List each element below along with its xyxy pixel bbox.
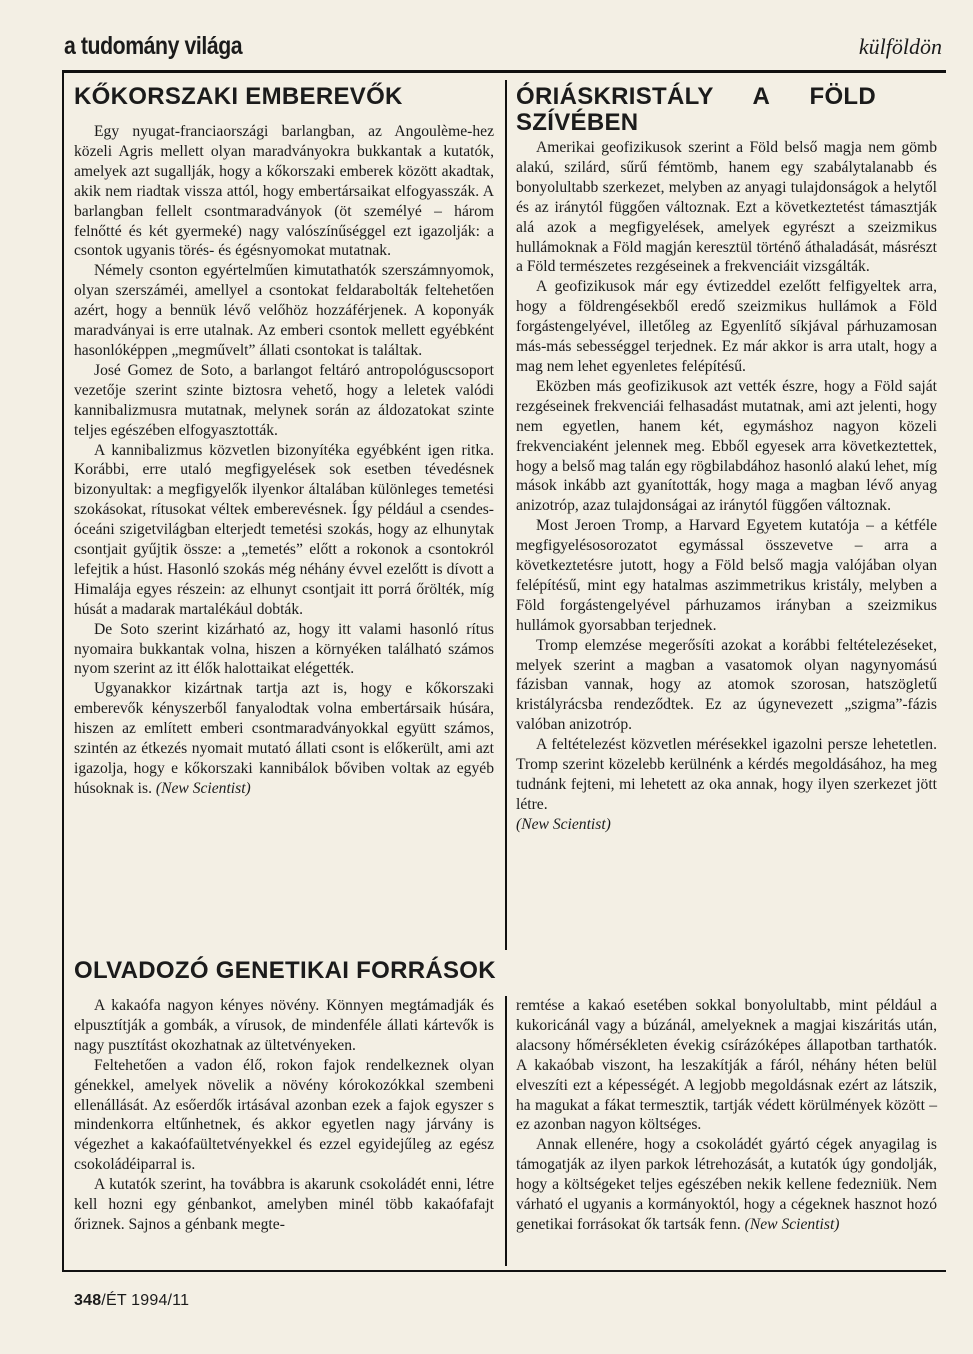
article-source: (New Scientist): [155, 779, 251, 797]
section-title: a tudomány világa: [64, 32, 243, 60]
article-paragraph: José Gomez de Soto, a barlangot feltáró antropológuscsoport vezetője szerint szinte biztosra vehető, hogy a leletek valódi kannibalizmusra mutatnak, melynek során az áldozatokat szinte teljes egészében elfogyasztották.: [74, 361, 494, 439]
issue-label: /ÉT 1994/11: [101, 1292, 190, 1309]
article-paragraph: Feltehetően a vadon élő, rokon fajok rendelkeznek olyan génekkel, amelyek növelik a növény kórokozókkal szembeni ellenállását. Az esőerdők irtásával azonban ezek a fajok egyszer s mindenkorra eltűnhetnek, és akkor egyetlen nagy járvány is végezhet a kakaófaültetvényekkel és ezzel egyidejűleg az egész csokoládéiparral is.: [74, 1056, 494, 1174]
article-source: (New Scientist): [516, 815, 611, 833]
article-paragraph: Némely csonton egyértelműen kimutathatók szerszámnyomok, olyan szerszáméi, amellyel a csontokat feldarabolták feltehetően azért, hogy a bennük lévő velőhöz hozzáférjenek. A koponyák maradványai is erre utalnak. Az emberi csontok mellett egyébként hasonlóképpen „megművelt” állati csontokat is találtak.: [74, 262, 494, 359]
article-olvadozo-headline-wrap: [74, 958, 934, 984]
article-paragraph: A kutatók szerint, ha továbbra is akarunk csokoládét enni, létre kell hozni egy génbankot, amelyben minél több kakaófafajt őriznek. Sajnos a génbank megte-: [74, 1176, 494, 1233]
article-paragraph: [516, 1135, 937, 1235]
page-footer: [74, 1292, 189, 1310]
column-divider: [505, 80, 507, 950]
page-bottom-rule: [62, 1270, 946, 1272]
article-olvadozo-left: [74, 996, 494, 1235]
article-source: (New Scientist): [744, 1215, 840, 1233]
article-paragraph: Eközben más geofizikusok azt vették észre, hogy a Föld saját rezgéseinek frekvenciái felhasadást mutatnak, ami azt jelenti, hogy nem egyetlen, hanem két, egymáshoz nagyon közeli frekvenciaként jelennek meg. Ebből egyesek arra következtettek, hogy a belső mag talán egy rögbilabdához hasonló alakú lehet, míg mások inkább azt gyanították, hogy maga a magban lévő anyag anizotróp, azaz tulajdonságai az iránytól függően változnak.: [516, 377, 937, 515]
article-paragraph: [74, 679, 494, 798]
article-paragraph-text: Annak ellenére, hogy a csokoládét gyártó cégek anyagilag is támogatják az ilyen parkok létrehozását, a kutatók úgy gondolják, hogy a költségeket teljes egészében nekik kellene fedezniük. Nem várható el ugyanis a kormányoktól, hogy a cégeknek hasznot hozó genetikai forrásokat ők tartsák fenn.: [516, 1136, 937, 1233]
article-olvadozo-right: [516, 996, 937, 1235]
article-paragraph: Egy nyugat-franciaországi barlangban, az Angoulème-hez közeli Agris mellett olyan maradványokra bukkantak a kutatók, amelyek azt sugallják, hogy a kőkorszaki emberek között akadtak, akik nem riadtak vissza attól, hogy embertársaikat elfogyasszák. A barlangban fellelt csontmaradványok (öt személyé – három felnőtté és két gyermeké) nagy valószínűséggel ezt igazolják: a csontok ugyanis törés- és égésnyomokat mutatnak.: [74, 123, 494, 260]
article-paragraph: A kannibalizmus közvetlen bizonyítéka egyébként igen ritka. Korábbi, erre utaló megfigyelések sok esetben tévedésnek bizonyultak: a megfigyelők ilyenkor általában különleges temetési szokásokat, rítusokat véltek emberevésnek. Így például a csendes-óceáni szigetvilágban elterjedt temetési szokás, hogy az elhunytak csontjait gyűjtik össze: a „temetés” előtt a rokonok a csontokról lefejtik a húst. Hasonló szokás még néhány évvel ezelőtt is dívott a Himalája egyes részein: az elhunyt csontjait itt porrá őrölték, míg húsát a madarak martalékául dobták.: [74, 441, 494, 618]
page-header: [62, 24, 946, 73]
article-headline: OLVADOZÓ GENETIKAI FORRÁSOK: [74, 957, 496, 984]
article-oriaskristaly: [516, 84, 937, 835]
article-paragraph: De Soto szerint kizárható az, hogy itt valami hasonló rítus nyomaira bukkantak volna, hiszen a környéken található számos nyom szerint az itt élők halottaikat elégették.: [74, 620, 494, 678]
article-source-line: [516, 815, 937, 835]
article-kokorszaki-emberevok: [74, 84, 494, 799]
section-label: külföldön: [858, 34, 942, 59]
article-paragraph: Most Jeroen Tromp, a Harvard Egyetem kutatója – a kétféle megfigyelésosorozatot egymással összevetve – arra a következtetésre jutott, hogy a Föld belső magja valójában olyan felépítésű, mint egy hatalmas aszimmetrikus kristály, melyben a Föld forgástengelyével párhuzamos irányban a szeizmikus hullámok gyorsabban terjednek.: [516, 517, 937, 634]
article-paragraph: remtése a kakaó esetében sokkal bonyolultabb, mint például a kukoricánál vagy a búzánál, amelyeknek a magjai kiszáritás után, alacsony hőmérsékleten évekig csírázóképes állapotban tarthatók. A kakaóbab viszont, ha leszakítják a fáról, néhány héten belül elveszíti ezt a képességét. A legjobb megoldásnak ezért az látszik, ha magukat a fákat termesztik, tartják védett körülmények között – ez azonban nagyon költséges.: [516, 997, 937, 1134]
page-left-rule: [62, 70, 64, 1270]
article-paragraph: A geofizikusok már egy évtizeddel ezelőtt felfigyeltek arra, hogy a földrengésekből eredő szeizmikus hullámok a Föld forgástengelyével, illetőleg az Egyenlítő síkjával párhuzamosan más-más sebességgel terjednek. Ez már akkor is arra utalt, hogy a mag nem lehet egyenletes felépítésű.: [516, 278, 937, 375]
article-headline: KŐKORSZAKI EMBEREVŐK: [74, 83, 403, 110]
page-number: 348: [74, 1292, 102, 1309]
article-paragraph: Amerikai geofizikusok szerint a Föld belső magja nem gömb alakú, szilárd, sűrű fémtömb, hanem egy szabálytalanabb és bonyolultabb szerkezet, melyben az anyagi tulajdonságok a helytől és az iránytól függően változnak. Ezt a következtetést támasztják alá azok a megfigyelések, amelyek egyrészt a szeizmikus hullámoknak a Föld magján keresztül történő áthaladását, másrészt a Föld természetes rezgéseinek a frekvenciáit vizsgálták.: [516, 139, 937, 276]
article-paragraph: A kakaófa nagyon kényes növény. Könnyen megtámadják és elpusztítják a gombák, a vírusok, de mindenféle állati kártevők is nagy pusztítást okozhatnak az ültetvényeken.: [74, 997, 494, 1054]
column-divider-bottom: [505, 996, 507, 1266]
article-paragraph: A feltételezést közvetlen mérésekkel igazolni persze lehetetlen. Tromp szerint közelebb kerülnénk a kérdés megoldásához, ha meg tudnánk fejteni, mi lehetett az oka annak, hogy ilyen szerkezet jött létre.: [516, 736, 937, 813]
article-headline: ÓRIÁSKRISTÁLY A FÖLD SZÍVÉBEN: [516, 83, 876, 136]
article-paragraph: Tromp elemzése megerősíti azokat a korábbi feltételezéseket, melyek szerint a magban a vasatomok olyan nagynyomású fázisban vannak, hogy az atomok szorosan, hatszögletű kristályrácsba rendeződtek. Ez az úgynevezett „szigma”-fázis valóban anizotróp.: [516, 636, 937, 734]
article-paragraph-text: Ugyanakkor kizártnak tartja azt is, hogy e kőkorszaki emberevők kényszerből fanyalodtak volna embertársaik húsára, hiszen az említett emberi csontmaradványokkal együtt számos, szintén az étkezés nyomait mutató állati csont is előkerült, ami azt igazolja, hogy e kőkorszaki kannibálok bőviben voltak az egyéb húsoknak is.: [74, 680, 494, 797]
